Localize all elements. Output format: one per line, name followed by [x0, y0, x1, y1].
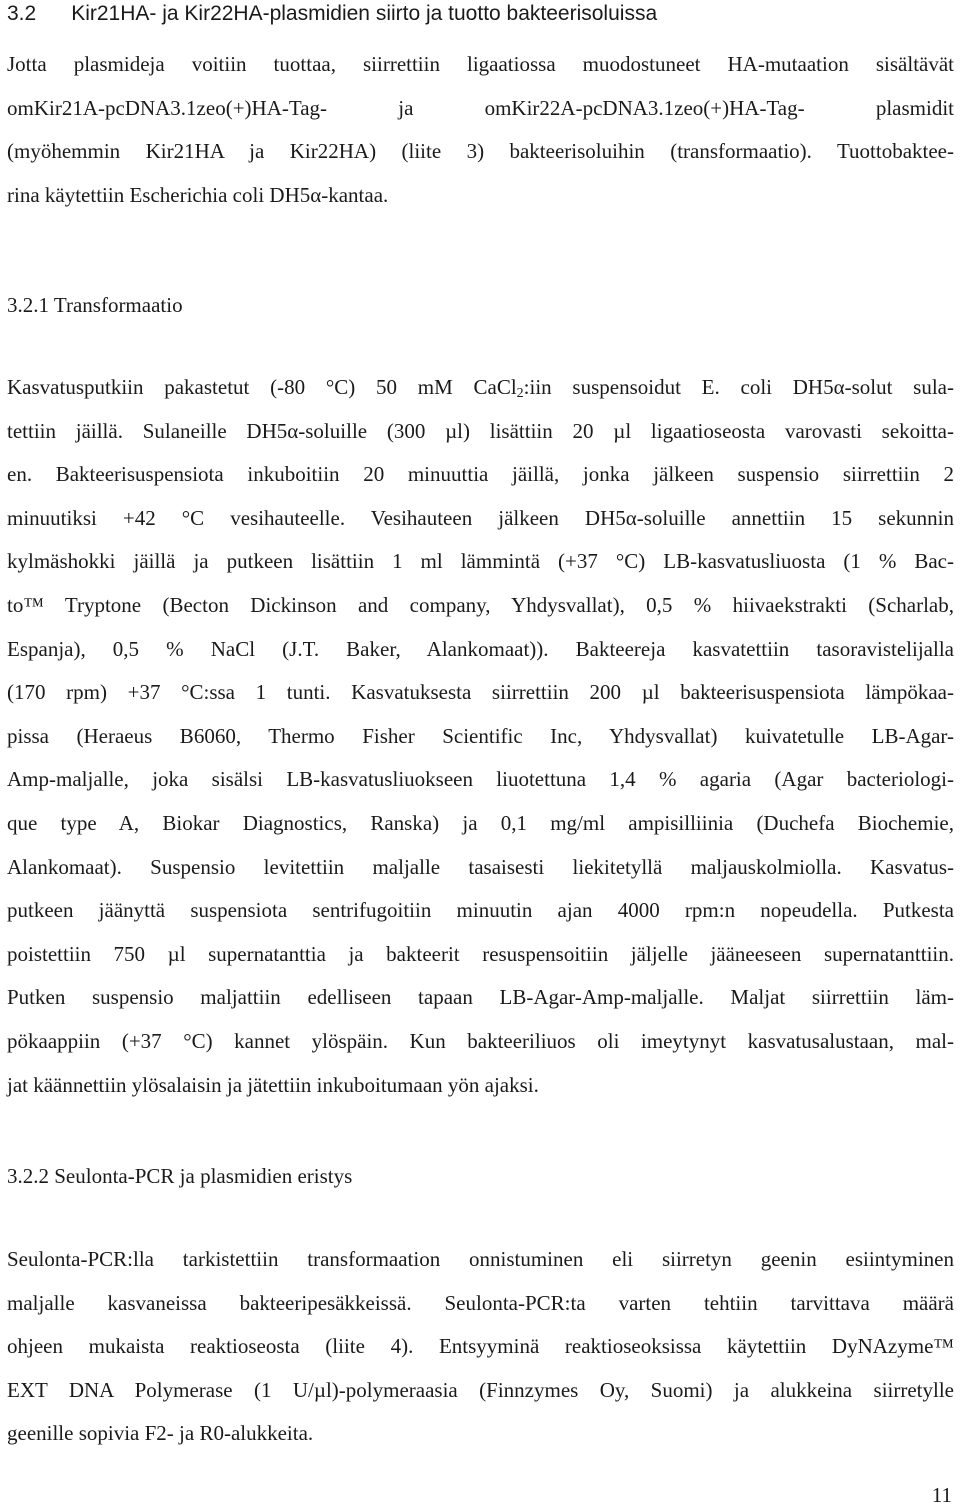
paragraph-line: pökaappiin (+37 °C) kannet ylöspäin. Kun bakteeriliuos oli imeytynyt kasvatusalustaan, mal- — [7, 1028, 954, 1053]
paragraph-line: geenille sopivia F2- ja R0-alukkeita. — [7, 1421, 314, 1446]
paragraph-line: ohjeen mukaista reaktioseosta (liite 4). Entsyyminä reaktioseoksissa käytettiin DyNAzyme™ — [7, 1334, 954, 1359]
paragraph-line: Amp-maljalle, joka sisälsi LB-kasvatusliuokseen liuotettuna 1,4 % agaria (Agar bacteriologi- — [7, 767, 954, 792]
paragraph-line: Putken suspensio maljattiin edelliseen tapaan LB-Agar-Amp-maljalle. Maljat siirrettiin läm- — [7, 985, 954, 1010]
subsection-heading-transformation: 3.2.1 Transformaatio — [7, 293, 183, 317]
paragraph-line: tettiin jäillä. Sulaneille DH5α-soluille (300 µl) lisättiin 20 µl ligaatioseosta varovasti sekoitta- — [7, 418, 954, 443]
paragraph-line: maljalle kasvaneissa bakteeripesäkkeissä. Seulonta-PCR:ta varten tehtiin tarvittava määrä — [7, 1290, 954, 1315]
paragraph-line: minuutiksi +42 °C vesihauteelle. Vesihauteen jälkeen DH5α-soluille annettiin 15 sekunnin — [7, 505, 954, 530]
intro-paragraph — [7, 43, 954, 217]
paragraph-line: Espanja), 0,5 % NaCl (J.T. Baker, Alankomaat)). Bakteereja kasvatettiin tasoravistelijalla — [7, 636, 954, 661]
paragraph-line: to™ Tryptone (Becton Dickinson and company, Yhdysvallat), 0,5 % hiivaekstrakti (Scharlab, — [7, 592, 954, 617]
paragraph-line: (myöhemmin Kir21HA ja Kir22HA) (liite 3) bakteerisoluihin (transformaatio). Tuottobaktee- — [7, 139, 954, 164]
paragraph-line: poistettiin 750 µl supernatanttia ja bakteerit resuspensoitiin jäljelle jääneeseen supernatanttiin. — [7, 941, 954, 966]
paragraph-line: kylmäshokki jäillä ja putkeen lisättiin 1 ml lämmintä (+37 °C) LB-kasvatusliuosta (1 % Bac- — [7, 549, 954, 574]
subscript: 2 — [516, 386, 524, 401]
screening-paragraph — [7, 1238, 954, 1456]
paragraph-line: omKir21A-pcDNA3.1zeo(+)HA-Tag- ja omKir22A-pcDNA3.1zeo(+)HA-Tag- plasmidit — [7, 95, 954, 120]
page-number: 11 — [931, 1483, 952, 1507]
transformation-paragraph — [7, 366, 954, 1107]
paragraph-line: que type A, Biokar Diagnostics, Ranska) ja 0,1 mg/ml ampisilliinia (Duchefa Biochemie, — [7, 810, 954, 835]
paragraph-line: rina käytettiin Escherichia coli DH5α-kantaa. — [7, 182, 389, 207]
section-heading: 3.2 Kir21HA- ja Kir22HA-plasmidien siirto ja tuotto bakteerisoluissa — [7, 2, 658, 25]
paragraph-line: pissa (Heraeus B6060, Thermo Fisher Scientific Inc, Yhdysvallat) kuivatetulle LB-Agar- — [7, 723, 954, 748]
paragraph-line — [7, 366, 954, 410]
paragraph-line: en. Bakteerisuspensiota inkuboitiin 20 minuuttia jäillä, jonka jälkeen suspensio siirrettiin 2 — [7, 462, 954, 487]
line-text: :iin suspensoidut E. coli DH5α-solut sula- — [523, 375, 954, 399]
paragraph-line: Jotta plasmideja voitiin tuottaa, siirrettiin ligaatiossa muodostuneet HA-mutaation sisältävät — [7, 52, 954, 76]
paragraph-line: (170 rpm) +37 °C:ssa 1 tunti. Kasvatuksesta siirrettiin 200 µl bakteerisuspensiota lämpökaa- — [7, 680, 954, 705]
paragraph-line: Seulonta-PCR:lla tarkistettiin transformaation onnistuminen eli siirretyn geenin esiintyminen — [7, 1247, 954, 1271]
paragraph-line: putkeen jäänyttä suspensiota sentrifugoitiin minuutin ajan 4000 rpm:n nopeudella. Putkesta — [7, 898, 954, 923]
paragraph-line: jat käännettiin ylösalaisin ja jätettiin inkuboitumaan yön ajaksi. — [7, 1072, 539, 1097]
line-text: Kasvatusputkiin pakastetut (-80 °C) 50 mM CaCl — [7, 375, 517, 399]
paragraph-line: EXT DNA Polymerase (1 U/µl)-polymeraasia (Finnzymes Oy, Suomi) ja alukkeina siirretylle — [7, 1377, 954, 1402]
paragraph-line: Alankomaat). Suspensio levitettiin maljalle tasaisesti liekitetyllä maljauskolmiolla. Kasvatus- — [7, 854, 954, 879]
subsection-heading-screening: 3.2.2 Seulonta-PCR ja plasmidien eristys — [7, 1164, 353, 1188]
